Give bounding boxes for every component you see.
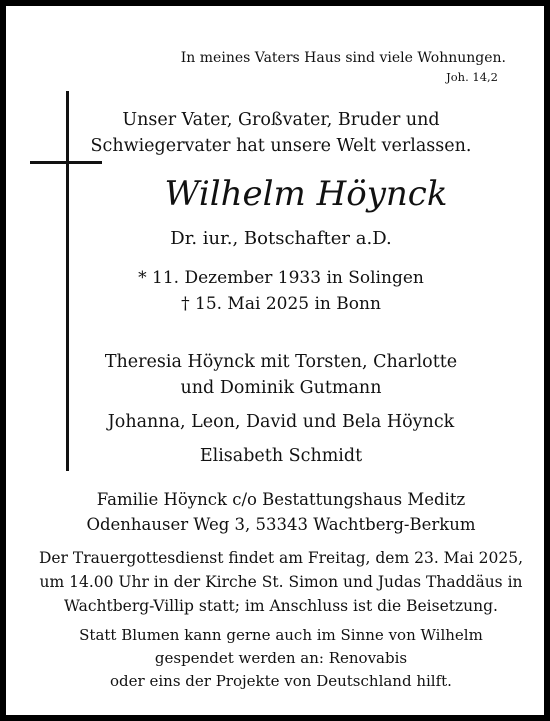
deceased-name: Wilhelm Höynck: [164, 174, 448, 214]
service-line-2: um 14.00 Uhr in der Kirche St. Simon und Judas Thaddäus in: [39, 573, 523, 591]
birth-date: * 11. Dezember 1933 in Solingen: [138, 268, 424, 288]
intro-line-1: Unser Vater, Großvater, Bruder und: [122, 110, 440, 130]
cross-icon-crossbar: [30, 161, 102, 164]
address-line-1: Familie Höynck c/o Bestattungshaus Meditz: [96, 490, 466, 509]
bible-quote: In meines Vaters Haus sind viele Wohnungen.: [180, 50, 506, 66]
family-line-4: Elisabeth Schmidt: [199, 446, 363, 466]
donation-line-1: Statt Blumen kann gerne auch im Sinne von Wilhelm: [79, 626, 483, 644]
family-line-3: Johanna, Leon, David und Bela Höynck: [107, 412, 455, 432]
death-date: † 15. Mai 2025 in Bonn: [181, 294, 381, 314]
service-line-1: Der Trauergottesdienst findet am Freitag, dem 23. Mai 2025,: [38, 549, 524, 567]
donation-line-3: oder eins der Projekte von Deutschland hilft.: [110, 672, 452, 690]
family-line-2: und Dominik Gutmann: [180, 378, 382, 398]
address-line-2: Odenhauser Weg 3, 53343 Wachtberg-Berkum: [86, 515, 476, 534]
deceased-title: Dr. iur., Botschafter a.D.: [170, 228, 392, 249]
donation-line-2: gespendet werden an: Renovabis: [154, 649, 408, 667]
service-line-3: Wachtberg-Villip statt; im Anschluss ist die Beisetzung.: [64, 597, 498, 615]
family-line-1: Theresia Höynck mit Torsten, Charlotte: [104, 352, 458, 372]
bible-reference: Joh. 14,2: [446, 70, 498, 84]
intro-line-2: Schwiegervater hat unsere Welt verlassen.: [90, 136, 472, 156]
